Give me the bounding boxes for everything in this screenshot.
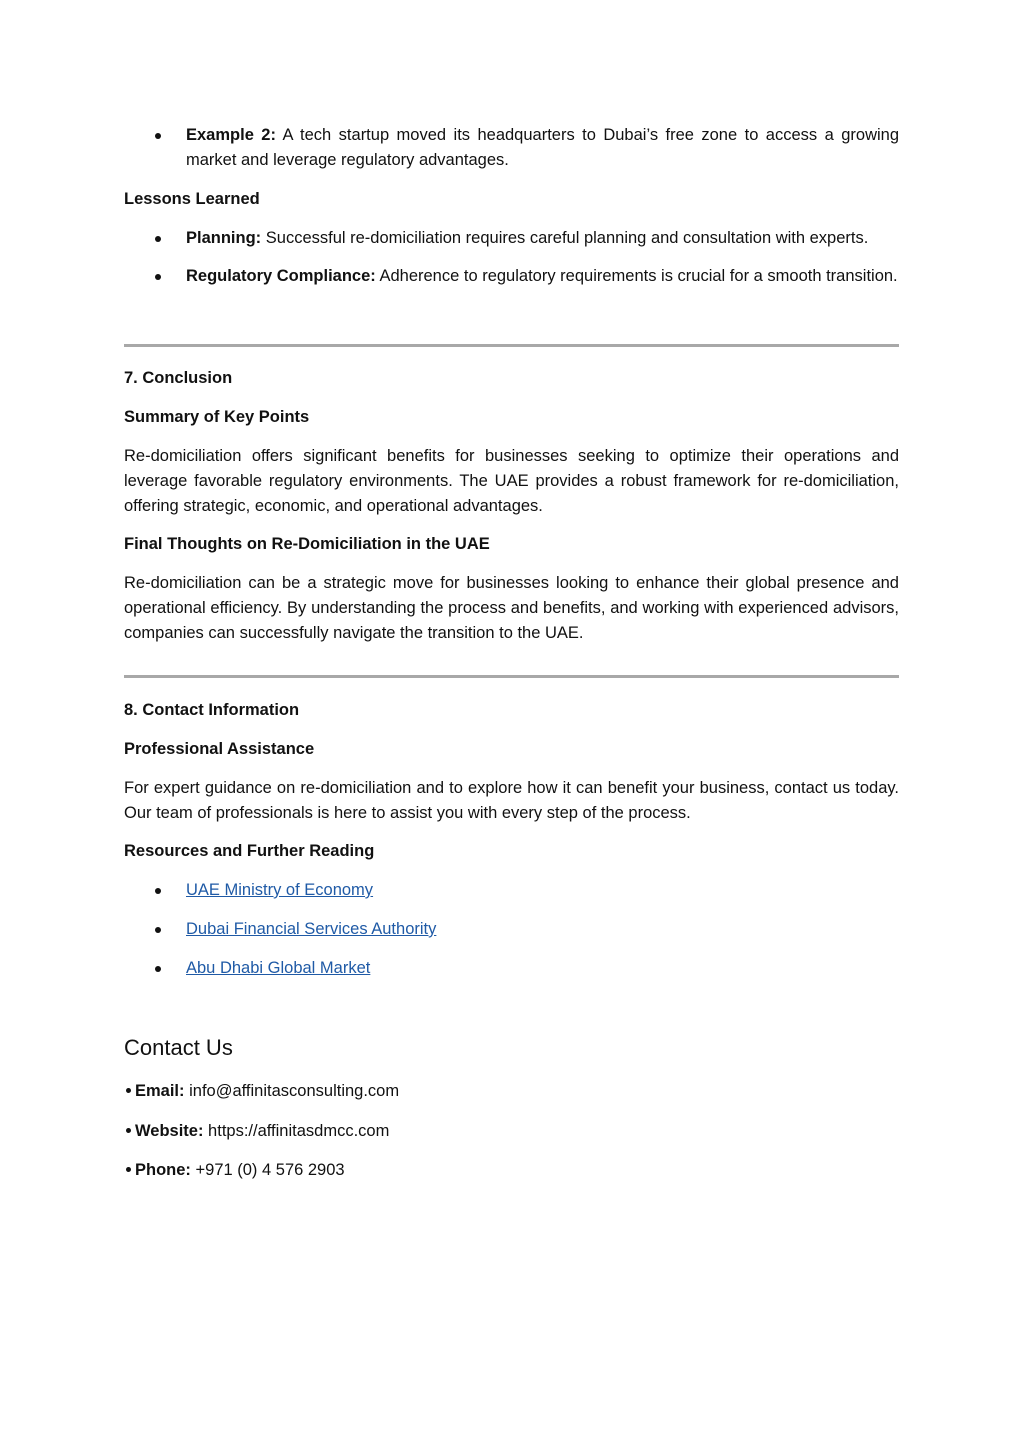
contact-phone-line	[124, 1158, 345, 1183]
bullet-icon	[126, 1128, 131, 1133]
phone-label: Phone:	[135, 1161, 191, 1179]
bullet-icon	[126, 1167, 131, 1172]
lesson-label: Regulatory Compliance:	[186, 267, 376, 285]
bullet-icon	[155, 888, 161, 894]
bullet-icon	[155, 927, 161, 933]
lesson-text: Successful re-domiciliation requires careful planning and consultation with experts.	[261, 229, 869, 247]
resource-item	[124, 878, 899, 903]
example-2-item	[124, 123, 899, 173]
lesson-item-planning	[124, 226, 899, 251]
example-2-text: A tech startup moved its headquarters to Dubai’s free zone to access a growing market and leverage regulatory advantages.	[186, 126, 899, 169]
final-thoughts-heading: Final Thoughts on Re-Domiciliation in the UAE	[124, 535, 490, 553]
conclusion-heading: 7. Conclusion	[124, 369, 233, 387]
contact-info-heading: 8. Contact Information	[124, 701, 300, 719]
link-adgm[interactable]: Abu Dhabi Global Market	[186, 959, 371, 977]
bullet-icon	[155, 236, 161, 242]
bullet-icon	[155, 133, 161, 139]
website-label: Website:	[135, 1122, 204, 1140]
link-dfsa[interactable]: Dubai Financial Services Authority	[186, 920, 437, 938]
contact-website-line	[124, 1119, 389, 1144]
example-2-label: Example 2:	[186, 126, 276, 144]
link-uae-ministry-of-economy[interactable]: UAE Ministry of Economy	[186, 881, 374, 899]
resource-item	[124, 917, 899, 942]
lessons-heading: Lessons Learned	[124, 190, 260, 208]
final-thoughts-paragraph: Re-domiciliation can be a strategic move for businesses looking to enhance their global presence and operational efficiency. By understanding the process and benefits, and working with experienced advisors, companies can successfully navigate the transition to the UAE.	[124, 574, 899, 642]
resource-item	[124, 956, 899, 981]
bullet-icon	[155, 274, 161, 280]
assistance-paragraph: For expert guidance on re-domiciliation and to explore how it can benefit your business, contact us today. Our team of professionals is here to assist you with every step of the process.	[124, 779, 899, 822]
contact-us-title: Contact Us	[124, 1035, 233, 1060]
resources-heading: Resources and Further Reading	[124, 842, 375, 860]
summary-heading: Summary of Key Points	[124, 408, 310, 426]
phone-value: +971 (0) 4 576 2903	[190, 1161, 345, 1179]
lesson-label: Planning:	[186, 229, 262, 247]
bullet-icon	[126, 1088, 131, 1093]
email-value: info@affinitasconsulting.com	[184, 1082, 400, 1100]
contact-email-line	[124, 1079, 399, 1104]
summary-paragraph: Re-domiciliation offers significant benefits for businesses seeking to optimize their operations and leverage favorable regulatory environments. The UAE provides a robust framework for re-domiciliation, offering strategic, economic, and operational advantages.	[124, 447, 899, 515]
lesson-text: Adherence to regulatory requirements is crucial for a smooth transition.	[375, 267, 898, 285]
section-divider	[124, 675, 899, 678]
lesson-item-compliance	[124, 264, 899, 289]
website-value: https://affinitasdmcc.com	[203, 1122, 390, 1140]
section-divider	[124, 344, 899, 347]
bullet-icon	[155, 966, 161, 972]
professional-assistance-heading: Professional Assistance	[124, 740, 315, 758]
email-label: Email:	[135, 1082, 185, 1100]
